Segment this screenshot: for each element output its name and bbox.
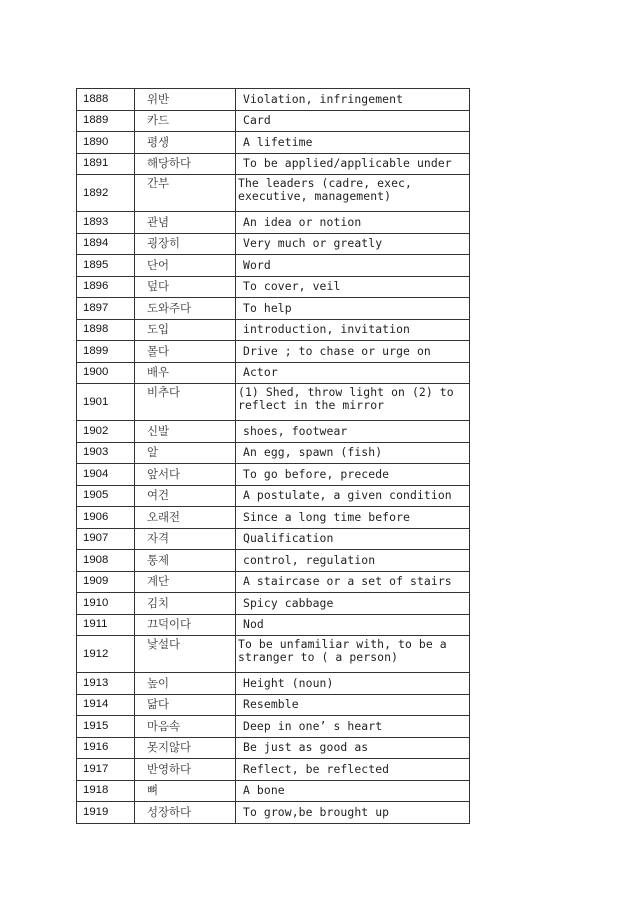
row-number: 1909 [77, 571, 135, 593]
table-row [77, 528, 470, 550]
table-row [77, 571, 470, 593]
row-number: 1894 [77, 233, 135, 255]
row-number: 1892 [77, 175, 135, 212]
english-meaning: An egg, spawn (fish) [236, 442, 470, 464]
table-row [77, 737, 470, 759]
korean-word: 계단 [135, 571, 236, 593]
english-meaning: shoes, footwear [236, 421, 470, 443]
english-meaning: Reflect, be reflected [236, 759, 470, 781]
row-number: 1899 [77, 341, 135, 363]
korean-word: 닮다 [135, 694, 236, 716]
row-number: 1888 [77, 89, 135, 111]
row-number: 1910 [77, 593, 135, 615]
korean-word: 통제 [135, 550, 236, 572]
table-row [77, 362, 470, 384]
korean-word: 여건 [135, 485, 236, 507]
korean-word: 마음속 [135, 716, 236, 738]
table-row [77, 759, 470, 781]
vocabulary-table-body [77, 89, 470, 824]
row-number: 1897 [77, 298, 135, 320]
row-number: 1919 [77, 802, 135, 824]
english-meaning: A bone [236, 780, 470, 802]
row-number: 1908 [77, 550, 135, 572]
row-number: 1912 [77, 636, 135, 673]
table-row [77, 716, 470, 738]
table-row [77, 384, 470, 421]
row-number: 1914 [77, 694, 135, 716]
table-row [77, 421, 470, 443]
english-meaning: An idea or notion [236, 212, 470, 234]
korean-word: 뼈 [135, 780, 236, 802]
english-meaning: Spicy cabbage [236, 593, 470, 615]
table-row [77, 636, 470, 673]
korean-word: 비추다 [135, 384, 236, 421]
table-row [77, 89, 470, 111]
table-row [77, 255, 470, 277]
row-number: 1916 [77, 737, 135, 759]
english-meaning: The leaders (cadre, exec, executive, management) [236, 175, 470, 212]
english-meaning: Very much or greatly [236, 233, 470, 255]
english-meaning: Deep in one’ s heart [236, 716, 470, 738]
vocabulary-table [76, 88, 470, 824]
table-row [77, 442, 470, 464]
row-number: 1906 [77, 507, 135, 529]
korean-word: 김치 [135, 593, 236, 615]
korean-word: 몰다 [135, 341, 236, 363]
english-meaning: Word [236, 255, 470, 277]
table-row [77, 153, 470, 175]
korean-word: 위반 [135, 89, 236, 111]
korean-word: 신발 [135, 421, 236, 443]
korean-word: 간부 [135, 175, 236, 212]
korean-word: 자격 [135, 528, 236, 550]
row-number: 1911 [77, 614, 135, 636]
table-row [77, 233, 470, 255]
row-number: 1890 [77, 132, 135, 154]
english-meaning: Since a long time before [236, 507, 470, 529]
korean-word: 반영하다 [135, 759, 236, 781]
english-meaning: Height (noun) [236, 673, 470, 695]
korean-word: 끄덕이다 [135, 614, 236, 636]
row-number: 1915 [77, 716, 135, 738]
table-row [77, 132, 470, 154]
row-number: 1905 [77, 485, 135, 507]
table-row [77, 507, 470, 529]
english-meaning: A staircase or a set of stairs [236, 571, 470, 593]
english-meaning: Actor [236, 362, 470, 384]
row-number: 1918 [77, 780, 135, 802]
table-row [77, 802, 470, 824]
table-row [77, 485, 470, 507]
english-meaning: To be unfamiliar with, to be a stranger to ( a person) [236, 636, 470, 673]
row-number: 1904 [77, 464, 135, 486]
english-meaning: Qualification [236, 528, 470, 550]
korean-word: 성장하다 [135, 802, 236, 824]
row-number: 1917 [77, 759, 135, 781]
english-meaning: (1) Shed, throw light on (2) to reflect in the mirror [236, 384, 470, 421]
korean-word: 높이 [135, 673, 236, 695]
row-number: 1895 [77, 255, 135, 277]
korean-word: 도입 [135, 319, 236, 341]
row-number: 1907 [77, 528, 135, 550]
row-number: 1889 [77, 110, 135, 132]
table-row [77, 550, 470, 572]
korean-word: 굉장히 [135, 233, 236, 255]
table-row [77, 780, 470, 802]
table-row [77, 110, 470, 132]
english-meaning: Violation, infringement [236, 89, 470, 111]
table-row [77, 319, 470, 341]
korean-word: 해당하다 [135, 153, 236, 175]
english-meaning: To grow,be brought up [236, 802, 470, 824]
row-number: 1898 [77, 319, 135, 341]
english-meaning: To go before, precede [236, 464, 470, 486]
table-row [77, 341, 470, 363]
table-row [77, 614, 470, 636]
korean-word: 오래전 [135, 507, 236, 529]
english-meaning: introduction, invitation [236, 319, 470, 341]
english-meaning: Drive ; to chase or urge on [236, 341, 470, 363]
english-meaning: To help [236, 298, 470, 320]
korean-word: 평생 [135, 132, 236, 154]
table-row [77, 298, 470, 320]
row-number: 1913 [77, 673, 135, 695]
korean-word: 덮다 [135, 276, 236, 298]
english-meaning: Nod [236, 614, 470, 636]
korean-word: 알 [135, 442, 236, 464]
row-number: 1896 [77, 276, 135, 298]
english-meaning: Card [236, 110, 470, 132]
table-row [77, 212, 470, 234]
english-meaning: A postulate, a given condition [236, 485, 470, 507]
korean-word: 앞서다 [135, 464, 236, 486]
english-meaning: control, regulation [236, 550, 470, 572]
korean-word: 도와주다 [135, 298, 236, 320]
english-meaning: To be applied/applicable under [236, 153, 470, 175]
korean-word: 못지않다 [135, 737, 236, 759]
korean-word: 카드 [135, 110, 236, 132]
korean-word: 낯설다 [135, 636, 236, 673]
table-row [77, 464, 470, 486]
row-number: 1900 [77, 362, 135, 384]
english-meaning: Be just as good as [236, 737, 470, 759]
table-row [77, 175, 470, 212]
row-number: 1891 [77, 153, 135, 175]
korean-word: 단어 [135, 255, 236, 277]
english-meaning: A lifetime [236, 132, 470, 154]
row-number: 1903 [77, 442, 135, 464]
row-number: 1893 [77, 212, 135, 234]
english-meaning: To cover, veil [236, 276, 470, 298]
table-row [77, 673, 470, 695]
table-row [77, 593, 470, 615]
korean-word: 배우 [135, 362, 236, 384]
table-row [77, 276, 470, 298]
row-number: 1901 [77, 384, 135, 421]
english-meaning: Resemble [236, 694, 470, 716]
row-number: 1902 [77, 421, 135, 443]
table-row [77, 694, 470, 716]
korean-word: 관념 [135, 212, 236, 234]
